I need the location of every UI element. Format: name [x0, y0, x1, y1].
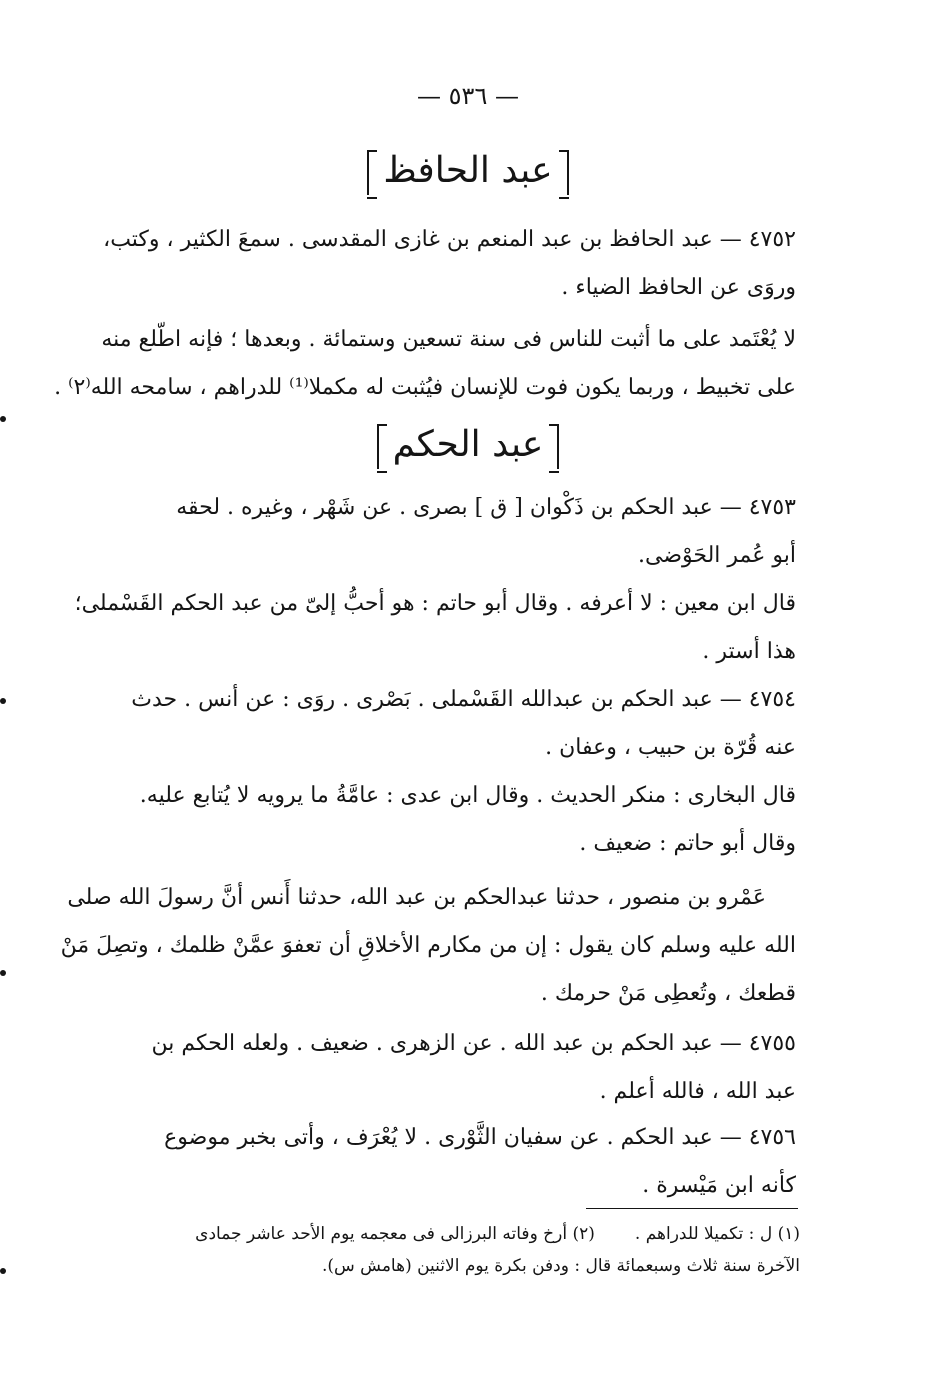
scan-mark: [0, 1268, 6, 1274]
entry-line: هذا أستر .: [702, 639, 796, 664]
footnote-2: (٢) أرخ وفاته البرزالى فى معجمه يوم الأحد عاشر جمادى: [195, 1224, 595, 1244]
entry-4756: [128, 1114, 796, 1210]
entry-line: ٤٧٥٤ — عبد الحكم بن عبدالله القَسْملى . بَصْرى . روَى : عن أنس . حدث: [131, 687, 796, 712]
footnote-line: [128, 1218, 800, 1250]
entry-line: أبو عُمر الحَوْضى.: [638, 543, 796, 568]
scan-mark: [0, 970, 6, 976]
entry-line: لا يُعْتَمد على ما أثبت للناس فى سنة تسعين وستمائة . وبعدها ؛ فإنه اطّلع منه: [101, 327, 796, 352]
entry-line: ٤٧٥٣ — عبد الحكم بن ذَكْوان [ ق ] بصرى . عن شَهْر ، وغيره . لحقه: [176, 495, 796, 520]
entry-line: قال البخارى : منكر الحديث . وقال ابن عدى : عامَّةُ ما يرويه لا يُتابع عليه.: [139, 783, 796, 808]
entry-4754: [128, 676, 796, 772]
footnote-1: (١) ل : تكميلا للدراهم .: [634, 1224, 800, 1244]
entry-line: كأنه ابن مَيْسرة .: [642, 1173, 796, 1198]
hadith-narration: [60, 874, 796, 1018]
scan-mark: [0, 416, 6, 422]
section-heading-abd-al-hafiz: [0, 150, 936, 195]
entry-4754-commentary: [128, 772, 796, 868]
section-heading-text: عبد الحكم: [377, 424, 560, 469]
entry-line: ٤٧٥٢ — عبد الحافظ بن عبد المنعم بن غازى المقدسى . سمعَ الكثير ، وكتب،: [103, 227, 796, 252]
entry-line: الله عليه وسلم كان يقول : إن من مكارم الأخلاقِ أن تعفوَ عمَّنْ ظلمك ، وتصِلَ مَنْ: [60, 933, 796, 958]
entry-4753-commentary: [74, 580, 796, 676]
entry-line: قطعك ، وتُعطِى مَنْ حرمك .: [540, 981, 796, 1006]
entry-line: عبد الله ، فالله أعلم .: [599, 1079, 796, 1104]
section-heading-text: عبد الحافظ: [367, 150, 568, 195]
entry-4752-commentary: [54, 316, 796, 412]
entry-line: ٤٧٥٦ — عبد الحكم . عن سفيان الثَّوْرى . لا يُعْرَف ، وأتى بخبر موضوع: [164, 1125, 796, 1150]
entry-4755: [128, 1020, 796, 1116]
entry-line: وروَى عن الحافظ الضياء .: [561, 275, 796, 300]
entry-line: ٤٧٥٥ — عبد الحكم بن عبد الله . عن الزهرى . ضعيف . ولعله الحكم بن: [151, 1031, 796, 1056]
entry-line: عَمْرو بن منصور ، حدثنا عبدالحكم بن عبد الله، حدثنا أَنس أنَّ رسولَ الله صلى: [67, 885, 766, 910]
entry-line: قال ابن معين : لا أعرفه . وقال أبو حاتم : هو أحبُّ إلىّ من عبد الحكم القَسْملى؛: [74, 591, 796, 616]
entry-4752: [103, 216, 796, 312]
entry-line: عنه قُرّة بن حبيب ، وعفان .: [545, 735, 796, 760]
entry-line: على تخبيط ، وربما يكون فوت للإنسان فيُثبت له مكملا⁽¹⁾ للدراهم ، سامحه الله⁽٢⁾ .: [54, 375, 796, 400]
page-number: — ٥٣٦ —: [417, 82, 519, 110]
scan-mark: [0, 698, 6, 704]
footnotes: [128, 1218, 800, 1282]
entry-line: وقال أبو حاتم : ضعيف .: [579, 831, 796, 856]
footnote-line: الآخرة سنة ثلاث وسبعمائة قال : ودفن بكرة يوم الاثنين (هامش س).: [321, 1256, 800, 1276]
section-heading-abd-al-hakam: [0, 424, 936, 469]
footnote-divider: [586, 1208, 798, 1209]
entry-4753: [128, 484, 796, 580]
